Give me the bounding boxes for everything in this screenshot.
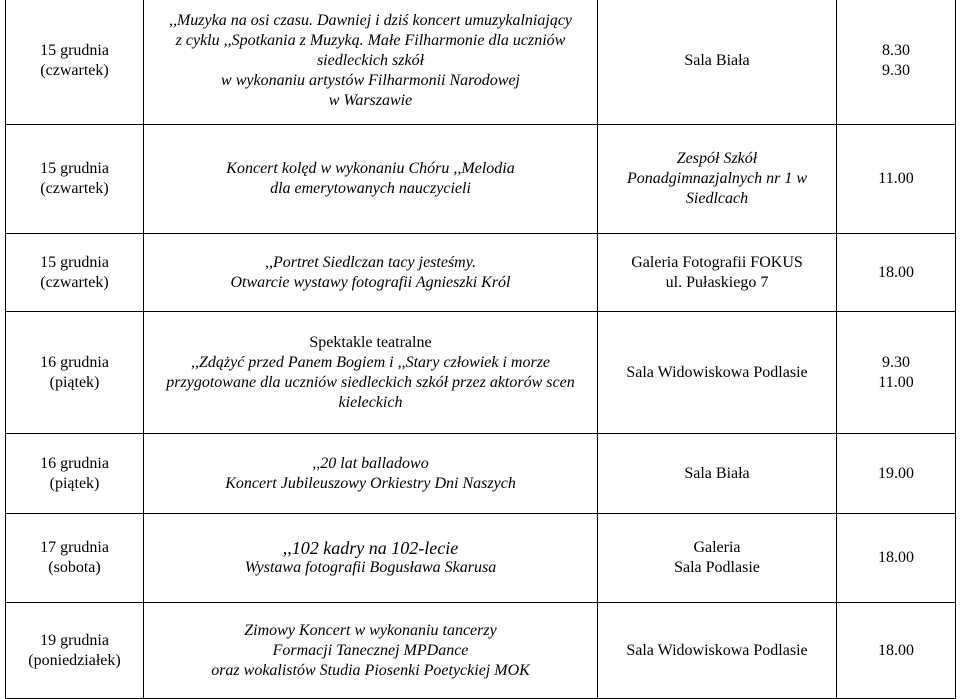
place-line: Sala Biała (684, 464, 750, 482)
date-cell (6, 434, 144, 514)
event-line: ,,Portret Siedlczan tacy jesteśmy. (265, 253, 476, 271)
time-line: 11.00 (878, 373, 914, 391)
date-weekday: (piątek) (49, 373, 100, 391)
table-row (6, 434, 956, 514)
place-cell (598, 514, 837, 603)
place-line: Siedlcach (685, 190, 749, 207)
event-line: przygotowane dla uczniów siedleckich szkół przez aktorów scen (166, 373, 575, 391)
date-cell (6, 234, 144, 312)
time-cell (837, 312, 956, 434)
time-line: 18.00 (878, 549, 914, 566)
date-day: 16 grudnia (40, 454, 109, 472)
event-line: ,,Muzyka na osi czasu. Dawniej i dziś koncert umuzykalniający (168, 11, 573, 29)
place-cell (598, 434, 837, 514)
event-cell (144, 434, 598, 514)
event-line: Formacji Tanecznej MPDance (272, 641, 469, 659)
date-cell (6, 514, 144, 603)
event-line: ,,Zdążyć przed Panem Bogiem i ,,Stary człowiek i morze (190, 353, 551, 371)
event-line: Spektakle teatralne (309, 333, 432, 351)
date-cell (6, 125, 144, 234)
table-row (6, 125, 956, 234)
place-line: Sala Widowiskowa Podlasie (626, 641, 808, 659)
place-line: Ponadgimnazjalnych nr 1 w (627, 170, 807, 187)
time-cell (837, 125, 956, 234)
time-cell (837, 234, 956, 312)
place-line: Galeria Fotografii FOKUS (631, 253, 803, 271)
time-cell (837, 434, 956, 514)
table-row (6, 0, 956, 125)
event-line: ,,20 lat balladowo (312, 454, 429, 472)
time-line: 18.00 (878, 263, 914, 281)
table-row (6, 514, 956, 603)
event-cell (144, 125, 598, 234)
schedule-table (5, 0, 956, 699)
date-day: 16 grudnia (40, 353, 109, 371)
event-cell (144, 312, 598, 434)
place-line: ul. Pułaskiego 7 (665, 273, 769, 291)
date-weekday: (poniedziałek) (28, 651, 121, 669)
date-day: 15 grudnia (40, 41, 109, 59)
time-line: 9.30 (882, 353, 910, 371)
time-cell (837, 603, 956, 699)
date-day: 15 grudnia (40, 253, 109, 271)
date-weekday: (sobota) (48, 559, 101, 576)
table-row (6, 603, 956, 699)
date-day: 19 grudnia (40, 631, 109, 649)
event-line: ,,102 kadry na 102-lecie (282, 538, 459, 558)
date-cell (6, 603, 144, 699)
date-weekday: (czwartek) (40, 180, 109, 197)
table-row (6, 234, 956, 312)
event-line: w Warszawie (328, 91, 413, 109)
place-line: Zespół Szkół (676, 150, 758, 167)
event-line: Koncert kolęd w wykonaniu Chóru ,,Melodia (226, 160, 515, 177)
date-cell (6, 312, 144, 434)
time-line: 19.00 (878, 464, 914, 482)
time-cell (837, 0, 956, 125)
event-line: Koncert Jubileuszowy Orkiestry Dni Naszych (225, 474, 516, 492)
event-line: Wystawa fotografii Bogusława Skarusa (244, 559, 497, 576)
date-cell (6, 0, 144, 125)
event-cell (144, 603, 598, 699)
date-weekday: (piątek) (49, 474, 100, 492)
place-cell (598, 312, 837, 434)
place-cell (598, 603, 837, 699)
date-weekday: (czwartek) (40, 61, 109, 79)
event-line: oraz wokalistów Studia Piosenki Poetyckiej MOK (211, 661, 530, 679)
place-line: Sala Podlasie (674, 559, 760, 576)
time-line: 18.00 (878, 641, 914, 659)
table-row (6, 312, 956, 434)
date-day: 17 grudnia (40, 539, 109, 556)
place-cell (598, 0, 837, 125)
place-line: Sala Widowiskowa Podlasie (626, 363, 808, 381)
time-line: 8.30 (882, 41, 910, 59)
time-line: 11.00 (878, 170, 914, 187)
event-cell (144, 514, 598, 603)
date-day: 15 grudnia (40, 160, 109, 177)
time-cell (837, 514, 956, 603)
event-line: Otwarcie wystawy fotografii Agnieszki Król (230, 273, 511, 291)
place-line: Galeria (693, 539, 741, 556)
event-line: kieleckich (338, 393, 403, 411)
date-weekday: (czwartek) (40, 273, 109, 291)
place-cell (598, 125, 837, 234)
event-line: siedleckich szkół (316, 51, 425, 69)
place-line: Sala Biała (684, 51, 750, 69)
event-line: dla emerytowanych nauczycieli (270, 180, 471, 197)
place-cell (598, 234, 837, 312)
event-line: w wykonaniu artystów Filharmonii Narodowej (221, 71, 520, 89)
event-line: z cyklu ,,Spotkania z Muzyką. Małe Filharmonie dla uczniów (175, 31, 566, 49)
event-cell (144, 0, 598, 125)
event-line: Zimowy Koncert w wykonaniu tancerzy (244, 621, 497, 639)
event-cell (144, 234, 598, 312)
time-line: 9.30 (882, 61, 910, 79)
